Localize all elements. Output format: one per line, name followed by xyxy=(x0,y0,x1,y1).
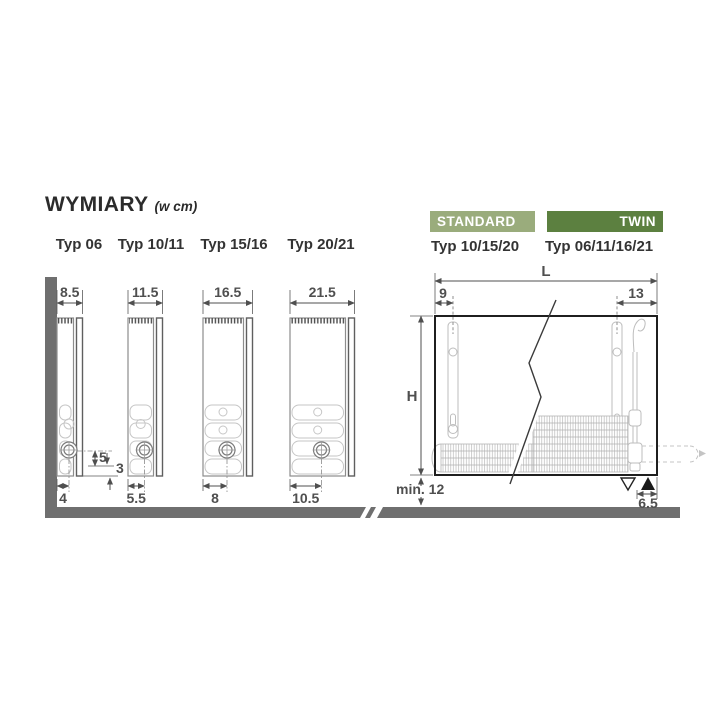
bottom-offset-label: 4 xyxy=(59,490,67,506)
standard-types-label: Typ 10/15/20 xyxy=(431,238,520,255)
valve-height-label: 5 xyxy=(99,449,107,465)
floor-left xyxy=(45,507,366,518)
top-width-label: 21.5 xyxy=(308,284,336,300)
type-header-typ20-21: Typ 20/21 xyxy=(287,236,355,253)
title-unit: (w cm) xyxy=(154,199,198,214)
twin-types-label: Typ 06/11/16/21 xyxy=(545,238,654,255)
front-panel xyxy=(157,318,163,476)
type-header-typ10-11: Typ 10/11 xyxy=(117,236,185,253)
front-view xyxy=(396,263,706,511)
top-grille xyxy=(129,318,153,324)
height-label: H xyxy=(406,388,418,405)
type-header-typ15-16: Typ 15/16 xyxy=(200,236,268,253)
top-width-label: 11.5 xyxy=(131,284,159,300)
top-grille xyxy=(58,318,73,324)
floor-right xyxy=(377,507,680,518)
cross-section-typ20-21 xyxy=(290,284,355,506)
title-text: WYMIARY xyxy=(45,193,149,216)
cross-section-typ15-16 xyxy=(203,284,253,506)
min-floor-distance-dimension xyxy=(396,478,444,505)
type-header-typ06: Typ 06 xyxy=(55,236,103,253)
top-grille xyxy=(204,318,243,324)
right-bracket-offset-label: 13 xyxy=(628,285,644,301)
height-dimension xyxy=(407,316,433,475)
front-panel xyxy=(349,318,355,476)
front-panel xyxy=(77,318,83,476)
valve-detail-dimensions xyxy=(77,449,124,490)
connection-offset-label: 6.5 xyxy=(638,495,658,511)
length-label: L xyxy=(541,263,551,280)
cross-section-typ06 xyxy=(57,284,124,506)
supply-marker-icon xyxy=(641,477,655,490)
right-bracket-offset-dimension xyxy=(617,285,657,303)
top-width-label: 16.5 xyxy=(214,284,242,300)
min-floor-distance-label: min. 12 xyxy=(396,481,445,497)
bottom-offset-label: 8 xyxy=(211,490,219,506)
return-marker-icon xyxy=(621,478,635,490)
bottom-offset-label: 10.5 xyxy=(292,490,320,506)
top-width-label: 8.5 xyxy=(59,284,80,300)
left-bracket-offset-label: 9 xyxy=(439,285,447,301)
length-dimension xyxy=(435,263,657,314)
flow-direction-arrow-icon xyxy=(699,450,706,457)
twin-badge: TWIN xyxy=(547,211,663,232)
left-bracket-offset-dimension xyxy=(435,285,453,303)
standard-badge: STANDARD xyxy=(430,211,535,232)
bottom-clearance-label: 3 xyxy=(116,460,124,476)
floor-break xyxy=(365,507,376,518)
front-panel xyxy=(247,318,253,476)
cross-section-typ10-11 xyxy=(126,284,162,506)
bottom-offset-label: 5.5 xyxy=(126,490,146,506)
wall xyxy=(45,277,57,518)
top-grille xyxy=(291,318,345,324)
